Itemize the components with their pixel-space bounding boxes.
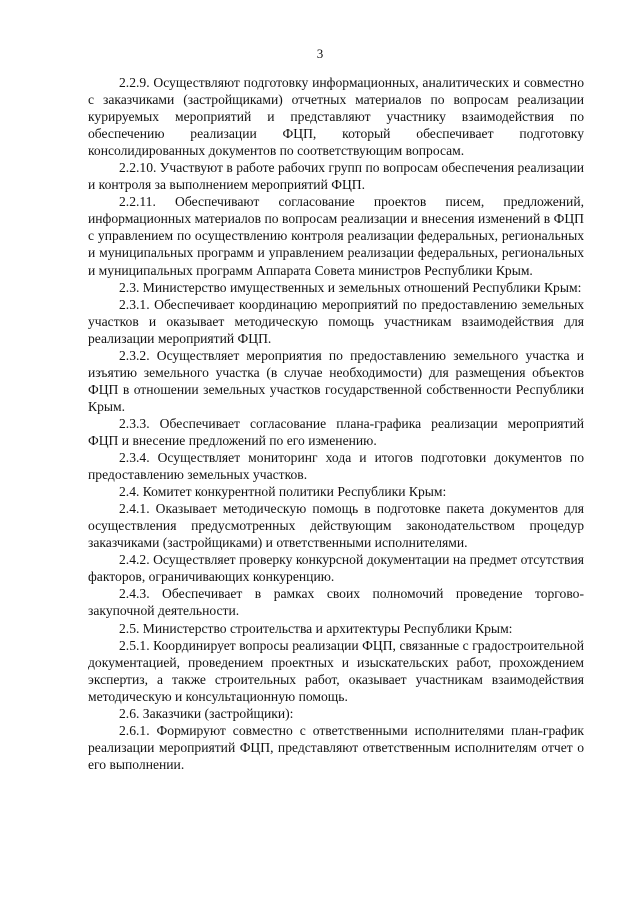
paragraph-2-3-1: 2.3.1. Обеспечивает координацию мероприятий по предоставлению земельных участков и оказывает методическую помощь участникам взаимодействия для реализации мероприятий ФЦП. <box>88 296 584 346</box>
page-number: 3 <box>316 46 324 61</box>
paragraph-2-2-11: 2.2.11. Обеспечивают согласование проектов писем, предложений, информационных материалов по вопросам реализации и внесения изменений в ФЦП с управлением по осуществлению контроля реализации федеральных, региональных и муниципальных программ и управлением реализации федеральных, региональных и муниципальных программ Аппарата Совета министров Республики Крым. <box>88 194 584 278</box>
paragraph-2-3-2: 2.3.2. Осуществляет мероприятия по предоставлению земельного участка и изъятию земельного участка (в случае необходимости) для размещения объектов ФЦП в отношении земельных участков государственной собственности Республики Крым. <box>88 347 584 414</box>
paragraph-2-6-1: 2.6.1. Формируют совместно с ответственными исполнителями план-график реализации мероприятий ФЦП, представляют ответственным исполнителям отчет о его выполнении. <box>88 722 584 772</box>
section-heading-2-4: 2.4. Комитет конкурентной политики Республики Крым: <box>119 484 447 500</box>
document-body <box>88 74 584 773</box>
paragraph-2-4-3: 2.4.3. Обеспечивает в рамках своих полномочий проведение торгово-закупочной деятельности. <box>88 586 584 619</box>
section-heading-2-5: 2.5. Министерство строительства и архитектуры Республики Крым: <box>119 620 513 636</box>
paragraph-2-3-3: 2.3.3. Обеспечивает согласование плана-графика реализации мероприятий ФЦП и внесение предложений по его изменению. <box>88 415 584 448</box>
paragraph-2-2-9: 2.2.9. Осуществляют подготовку информационных, аналитических и совместно с заказчиками (застройщиками) отчетных материалов по вопросам реализации курируемых мероприятий и представляют участнику взаимодействия по обеспечению реализации ФЦП, который обеспечивает подготовку консолидированных документов по соответствующим вопросам. <box>88 75 584 159</box>
paragraph-2-4-2: 2.4.2. Осуществляет проверку конкурсной документации на предмет отсутствия факторов, ограничивающих конкуренцию. <box>88 552 584 585</box>
section-heading-2-3: 2.3. Министерство имущественных и земельных отношений Республики Крым: <box>119 279 582 295</box>
paragraph-2-2-10: 2.2.10. Участвуют в работе рабочих групп по вопросам обеспечения реализации и контроля за выполнением мероприятий ФЦП. <box>88 160 584 193</box>
paragraph-2-4-1: 2.4.1. Оказывает методическую помощь в подготовке пакета документов для осуществления предусмотренных действующим законодательством процедур заказчиками (застройщиками) и ответственными исполнителями. <box>88 501 584 551</box>
section-heading-2-6: 2.6. Заказчики (застройщики): <box>119 705 294 721</box>
paragraph-2-3-4: 2.3.4. Осуществляет мониторинг хода и итогов подготовки документов по предоставлению земельных участков. <box>88 450 584 483</box>
paragraph-2-5-1: 2.5.1. Координирует вопросы реализации ФЦП, связанные с градостроительной документацией, проведением проектных и изыскательских работ, прохождением экспертиз, а также строительных работ, оказывает участникам взаимодействия методическую и консультационную помощь. <box>88 637 584 704</box>
